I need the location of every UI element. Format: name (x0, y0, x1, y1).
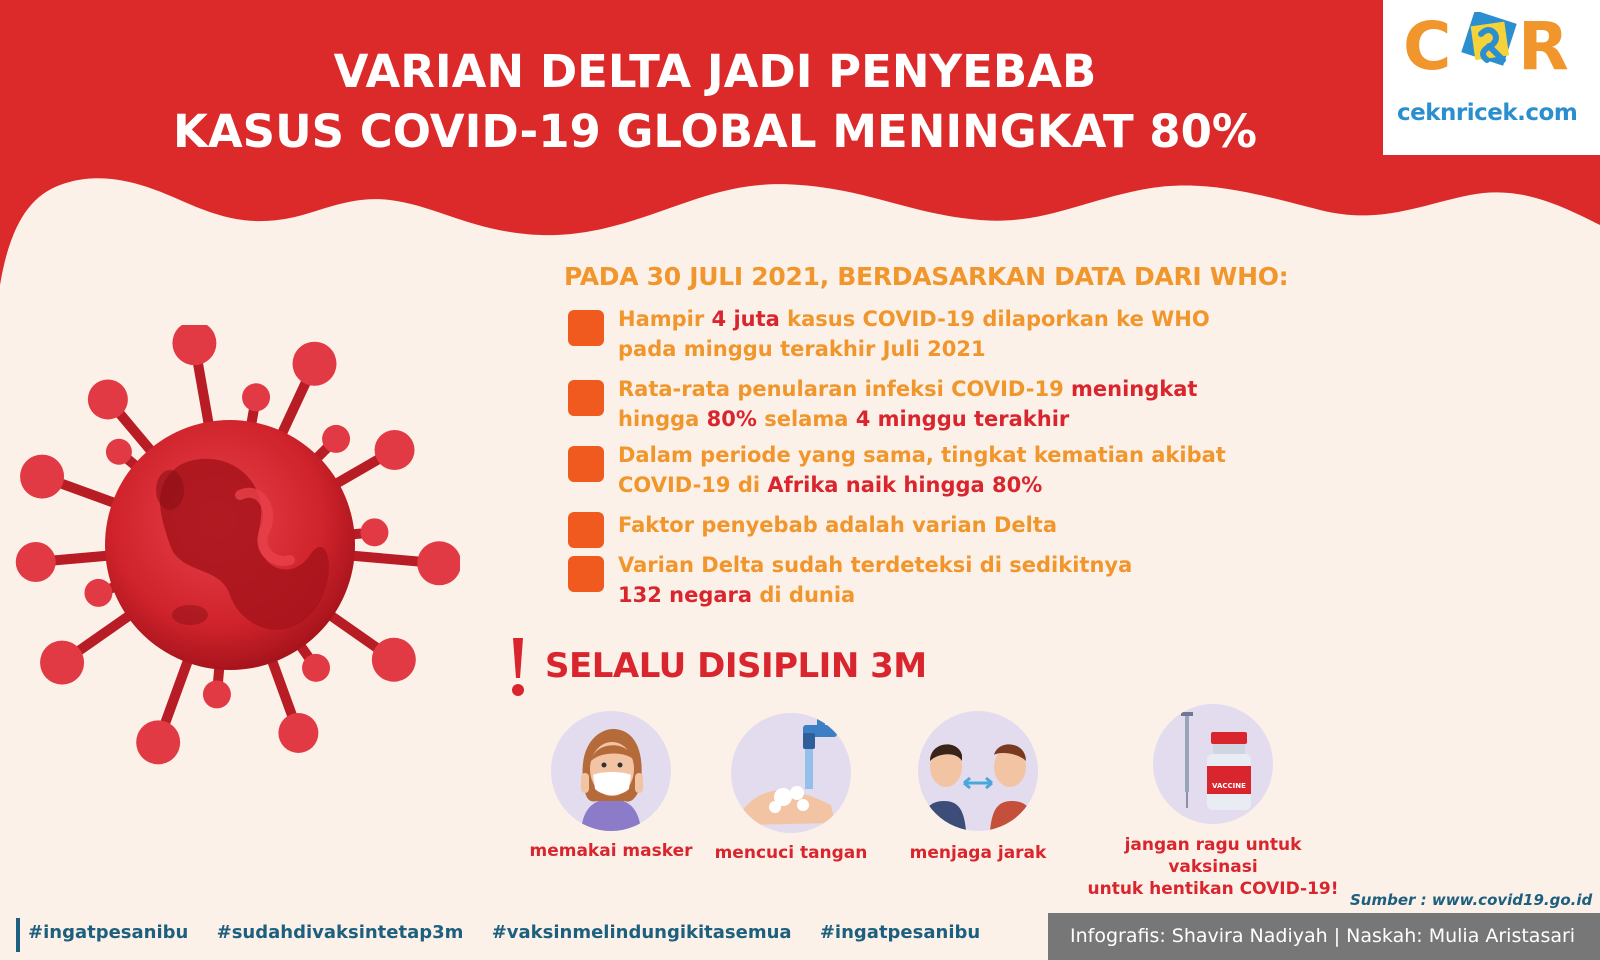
highlight-text: 132 negara (618, 583, 753, 607)
body-text: hingga (618, 407, 707, 431)
body-text: Varian Delta sudah terdeteksi di sedikitnya (618, 553, 1133, 577)
hashtags (28, 922, 1002, 943)
info-item-line (618, 510, 1057, 540)
info-item-line (618, 334, 1210, 364)
info-item-text (618, 510, 1057, 540)
info-item-text (618, 440, 1226, 500)
info-item-line (618, 374, 1197, 404)
vaccine-icon (1153, 704, 1273, 824)
hashtag-1: #ingatpesanibu (28, 922, 189, 943)
credit-bar: Infografis: Shavira Nadiyah | Naskah: Mulia Aristasari (1048, 913, 1600, 960)
highlight-text: 4 juta (711, 307, 780, 331)
page-title (0, 42, 1430, 162)
bullet-square-icon (568, 380, 604, 416)
handwash-icon (731, 713, 851, 833)
step-label-3: menjaga jarak (909, 843, 1047, 863)
hashtag-bar-decoration (16, 918, 20, 952)
highlight-text: 4 minggu terakhir (855, 407, 1070, 431)
info-item-line (618, 440, 1226, 470)
info-item-line (618, 304, 1210, 334)
info-item-line (618, 580, 1132, 610)
bullet-square-icon (568, 310, 604, 346)
logo-ampersand-icon (1459, 12, 1519, 72)
logo (1383, 0, 1600, 155)
step-label-2: mencuci tangan (714, 843, 868, 863)
body-text: Hampir (618, 307, 712, 331)
hashtag-4: #ingatpesanibu (819, 922, 981, 943)
info-item-line (618, 470, 1226, 500)
body-text: Rata-rata penularan infeksi COVID-19 (618, 377, 1071, 401)
info-item-text (618, 374, 1197, 434)
body-text: pada minggu terakhir Juli 2021 (618, 337, 986, 361)
bullet-square-icon (568, 446, 604, 482)
warning-title: SELALU DISIPLIN 3M (545, 646, 927, 686)
body-text: di dunia (752, 583, 856, 607)
bullet-square-icon (568, 512, 604, 548)
source-text: Sumber : www.covid19.go.id (1350, 891, 1593, 909)
info-item-line (618, 404, 1197, 434)
title-line-1: VARIAN DELTA JADI PENYEBAB (333, 45, 1097, 98)
highlight-text: Afrika naik hingga 80% (767, 473, 1043, 497)
body-text: kasus COVID-19 dilaporkan ke WHO (779, 307, 1210, 331)
body-text: COVID-19 di (618, 473, 768, 497)
info-item-line (618, 550, 1132, 580)
title-line-2: KASUS COVID-19 GLOBAL MENINGKAT 80% (172, 105, 1258, 158)
intro-heading: PADA 30 JULI 2021, BERDASARKAN DATA DARI WHO: (564, 262, 1289, 291)
highlight-text: 80% (706, 407, 757, 431)
exclamation-icon (510, 636, 526, 698)
info-item-text (618, 304, 1210, 364)
logo-site: ceknricek.com (1397, 100, 1578, 126)
body-text: Faktor penyebab adalah varian Delta (618, 513, 1058, 537)
step-label-4: jangan ragu untuk vaksinasi untuk hentikan COVID-19! (1087, 835, 1339, 899)
distance-icon (918, 711, 1038, 831)
logo-letter-r: R (1518, 8, 1569, 85)
mask-icon (551, 711, 671, 831)
hashtag-2: #sudahdivaksintetap3m (216, 922, 464, 943)
virus-icon (10, 325, 460, 785)
body-text: selama (756, 407, 856, 431)
step-label-1: memakai masker (529, 841, 693, 861)
hashtag-3: #vaksinmelindungikitasemua (491, 922, 792, 943)
info-item-text (618, 550, 1132, 610)
highlight-text: meningkat (1071, 377, 1198, 401)
vaccine-label: VACCINE (1212, 782, 1246, 790)
bullet-square-icon (568, 556, 604, 592)
body-text: Dalam periode yang sama, tingkat kematian akibat (618, 443, 1226, 467)
logo-letter-c: C (1403, 8, 1452, 85)
